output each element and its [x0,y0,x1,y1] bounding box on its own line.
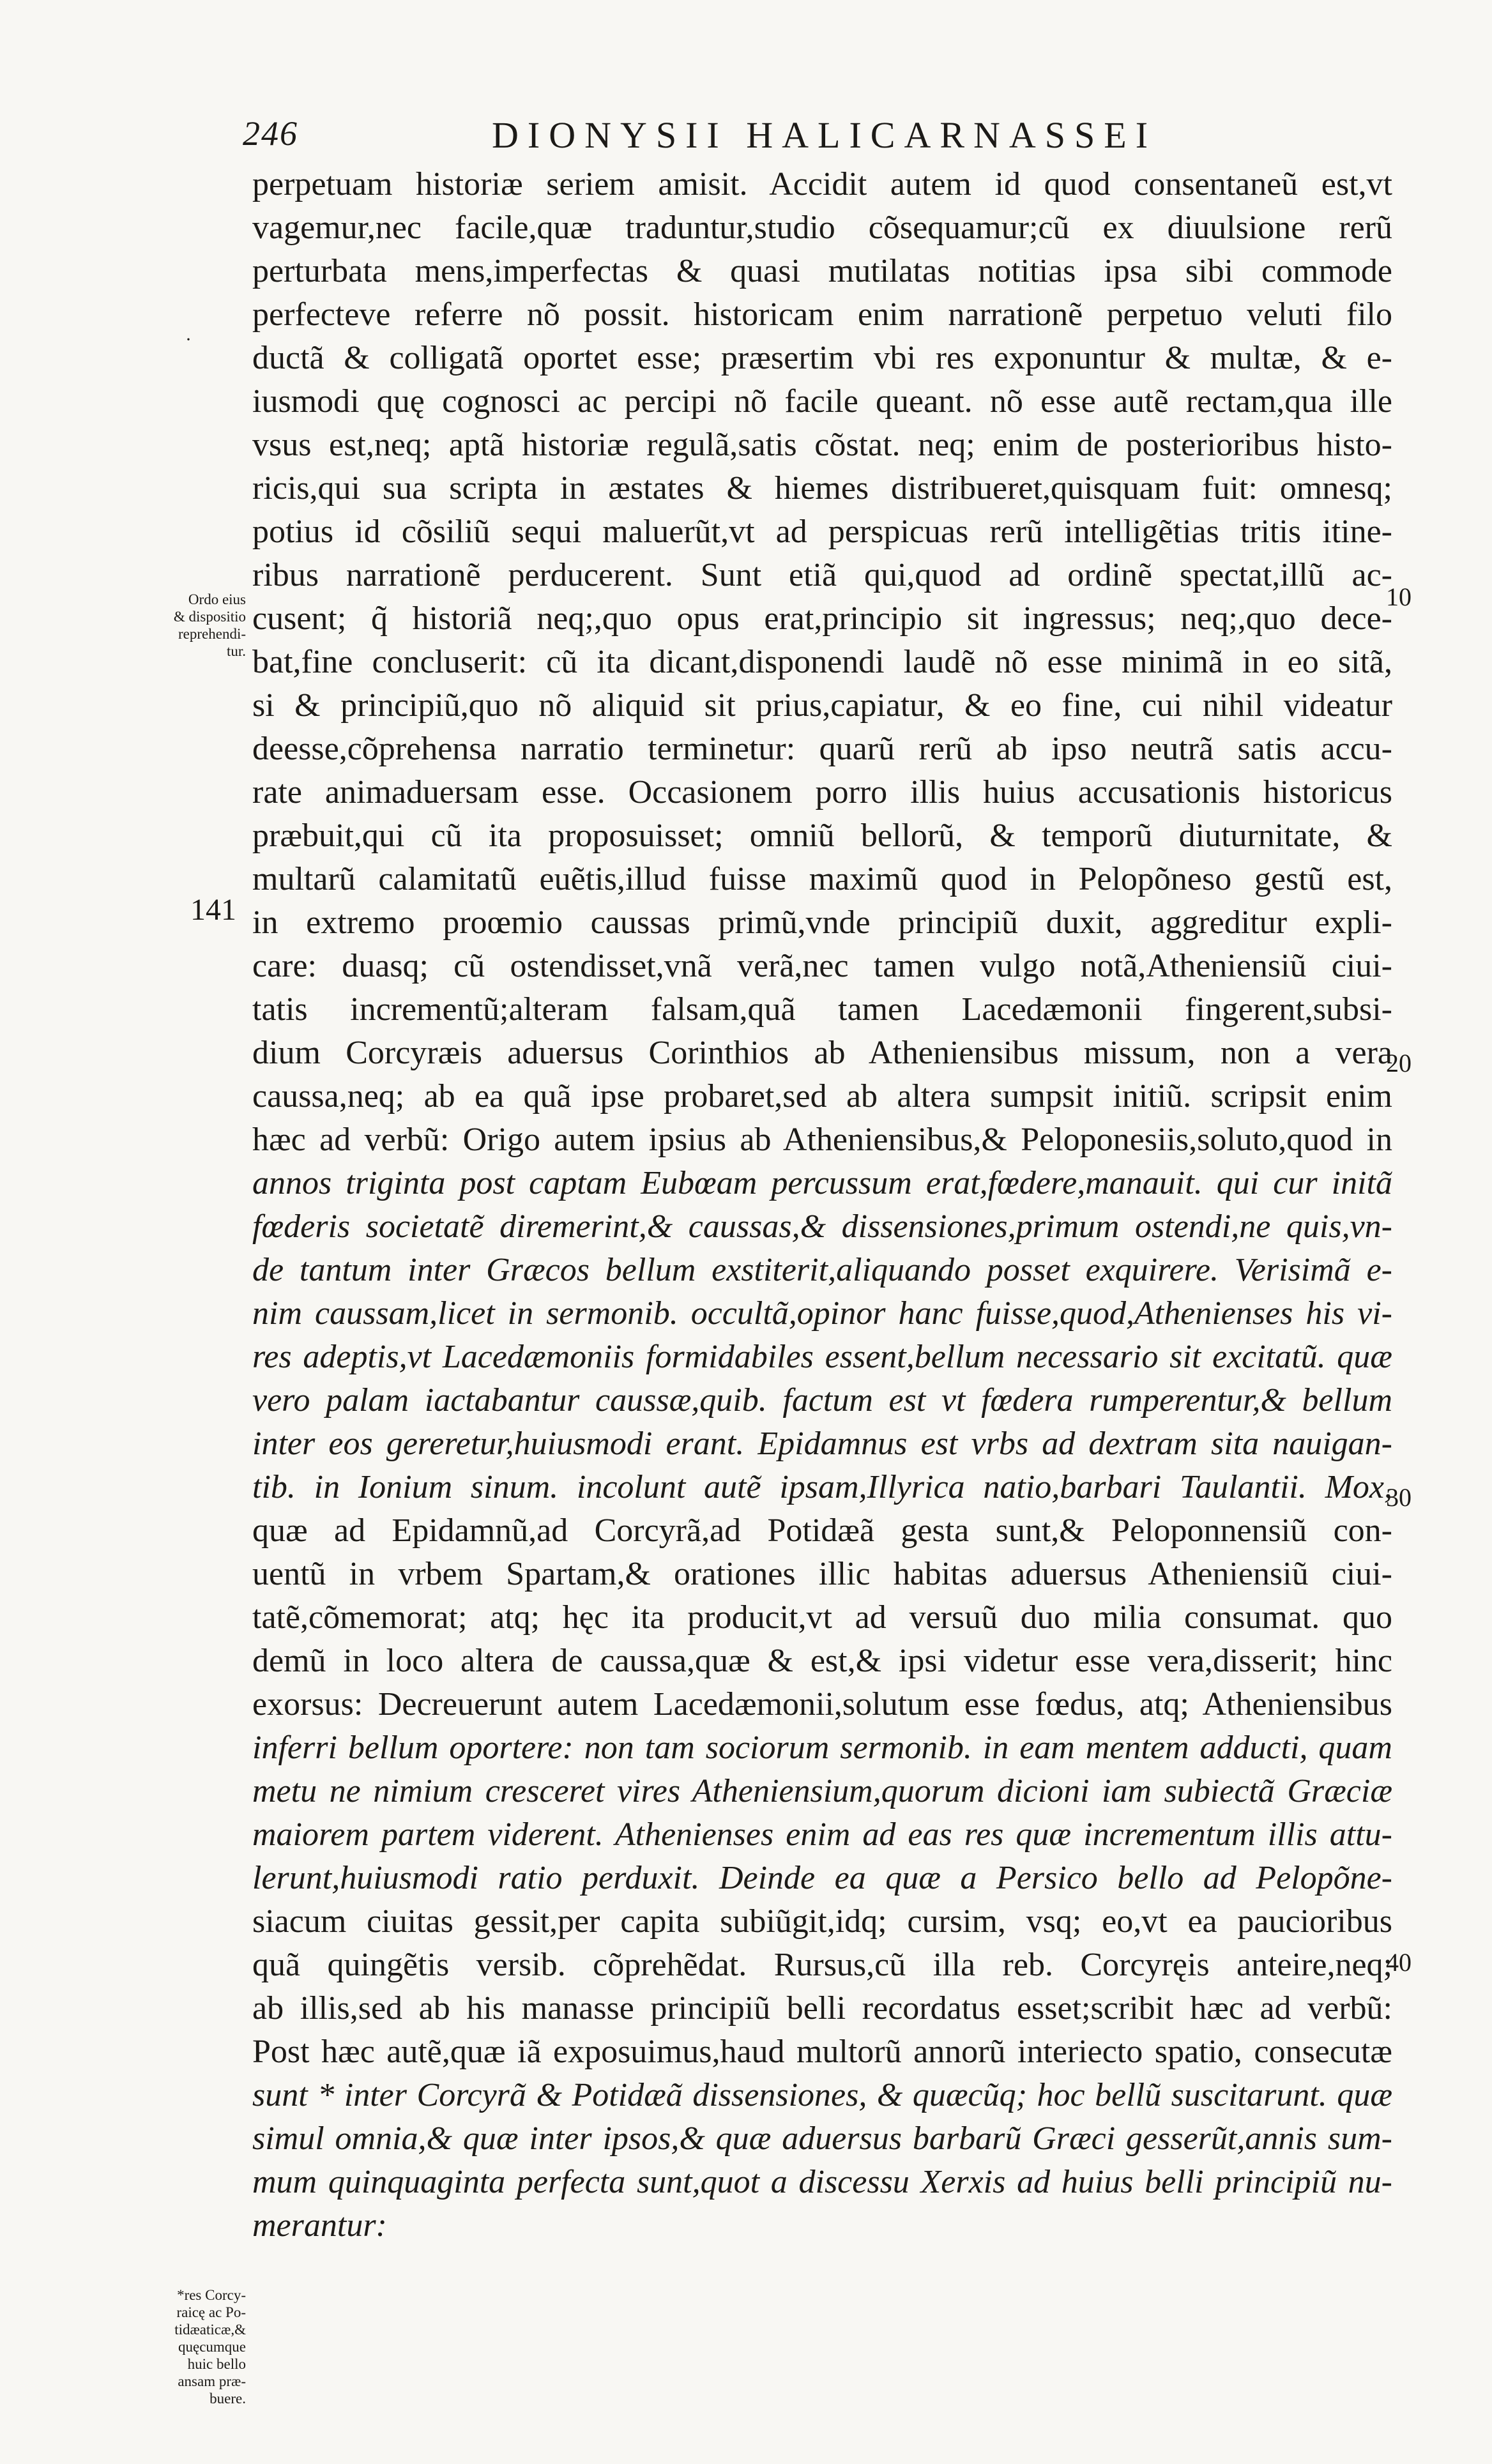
text-line: perturbata mens,imperfectas & quasi mutilatas notitias ipsa sibi commode [252,253,1392,289]
text-line: deesse,cõprehensa narratio terminetur: quarũ rerũ ab ipso neutrã satis accu- [252,731,1392,767]
margin-note-line: tidæaticæ,& [174,2322,246,2338]
margin-page-reference: 141 [190,893,236,927]
text-line: tatis incrementũ;alteram falsam,quã tamen Lacedæmonii fingerent,subsi- [252,991,1392,1028]
text-line: siacum ciuitas gessit,per capita subiũgit,idq; cursim, vsq; eo,vt ea paucioribus [252,1903,1392,1940]
text-line: demũ in loco altera de caussa,quæ & est,& ipsi videtur esse vera,disserit; hinc [252,1643,1392,1679]
text-line: vagemur,nec facile,quæ traduntur,studio cõsequamur;cũ ex diuulsione rerũ [252,209,1392,246]
text-line: vsus est,neq; aptã historiæ regulã,satis cõstat. neq; enim de posterioribus histo- [252,427,1392,463]
quoted-text-line: maiorem partem viderent. Athenienses enim ad eas res quæ incrementum illis attu- [252,1816,1392,1853]
text-line: exorsus: Decreuerunt autem Lacedæmonii,solutum esse fœdus, atq; Atheniensibus [252,1686,1392,1723]
quoted-text-line: inter eos gereretur,huiusmodi erant. Epidamnus est vrbs ad dextram sita nauigan- [252,1426,1392,1462]
text-line: perfecteve referre nõ possit. historicam enim narrationẽ perpetuo veluti filo [252,296,1392,333]
quoted-text-line: fœderis societatẽ diremerint,& caussas,& dissensiones,primum ostendi,ne quis,vn- [252,1208,1392,1245]
text-line: uentũ in vrbem Spartam,& orationes illic habitas aduersus Atheniensiũ ciui- [252,1556,1392,1592]
quoted-text-line: annos triginta post captam Eubœam percussum erat,fœdere,manauit. qui cur initã [252,1165,1392,1201]
text-line: ribus narrationẽ perducerent. Sunt etiã qui,quod ad ordinẽ spectat,illũ ac- [252,557,1392,593]
text-line: si & principiũ,quo nõ aliquid sit prius,capiatur, & eo fine, cui nihil videatur [252,687,1392,724]
quoted-text-line: lerunt,huiusmodi ratio perduxit. Deinde ea quæ a Persico bello ad Pelopõne- [252,1860,1392,1896]
text-line: in extremo proœmio caussas primũ,vnde principiũ duxit, aggreditur expli- [252,904,1392,941]
line-number-30: 30 [1386,1483,1412,1512]
text-line: perpetuam historiæ seriem amisit. Accidit autem id quod consentaneũ est,vt [252,166,1392,202]
quoted-text-line [252,2247,1392,2291]
page-header [243,114,1392,158]
text-line: ricis,qui sua scripta in æstates & hiemes distribueret,quisquam fuit: omnesq; [252,470,1392,506]
running-head: DIONYSII HALICARNASSEI [492,114,1157,156]
line-number-40: 40 [1386,1948,1412,1977]
quoted-text-line: metu ne nimium cresceret vires Atheniensium,quorum dicioni iam subiectã Græciæ [252,1773,1392,1809]
text-line: rate animaduersam esse. Occasionem porro illis huius accusationis historicus [252,774,1392,810]
quoted-text-line: sunt * inter Corcyrã & Potidæã dissensiones, & quæcũq; hoc bellũ suscitarunt. quæ [252,2077,1392,2113]
body-text [252,163,1392,2291]
text-line: tatẽ,cõmemorat; atq; hęc ita producit,vt ad versuũ duo milia consumat. quo [252,1599,1392,1636]
text-line: care: duasq; cũ ostendisset,vnã verã,nec tamen vulgo notã,Atheniensiũ ciui- [252,948,1392,984]
text-line: potius id cõsiliũ sequi maluerũt,vt ad perspicuas rerũ intelligẽtias tritis itine- [252,513,1392,550]
line-number-20: 20 [1386,1049,1412,1077]
text-line: hæc ad verbũ: Origo autem ipsius ab Atheniensibus,& Peloponesiis,soluto,quod in [252,1122,1392,1158]
margin-mark: · [185,329,192,350]
quoted-text-line: simul omnia,& quæ inter ipsos,& quæ aduersus barbarũ Græci gesserũt,annis sum- [252,2120,1392,2157]
text-line: multarũ calamitatũ euẽtis,illud fuisse maximũ quod in Pelopõneso gestũ est, [252,861,1392,897]
text-line: caussa,neq; ab ea quã ipse probaret,sed ab altera sumpsit initiũ. scripsit enim [252,1078,1392,1114]
margin-note-line: reprehendi- [178,626,246,642]
margin-note-line: *res Corcy- [177,2287,246,2303]
text-line: præbuit,qui cũ ita proposuisset; omniũ bellorũ, & temporũ diuturnitate, & [252,818,1392,854]
quoted-text-line: inferri bellum oportere: non tam sociorum sermonib. in eam mentem adducti, quam [252,1730,1392,1766]
quoted-text-line: tib. in Ionium sinum. incolunt autẽ ipsam,Illyrica natio,barbari Taulantii. Mox, [252,1469,1392,1505]
text-line: quã quingẽtis versib. cõprehẽdat. Rursus,cũ illa reb. Corcyręis anteire,neq; [252,1947,1392,1983]
quoted-text-line: nim caussam,licet in sermonib. occultã,opinor hanc fuisse,quod,Athenienses his vi- [252,1295,1392,1332]
margin-note-line: tur. [226,643,246,659]
text-line: bat,fine concluserit: cũ ita dicant,disponendi laudẽ nõ esse minimã in eo sitã, [252,644,1392,680]
margin-note-line: huic bello [187,2356,246,2372]
text-line: Post hæc autẽ,quæ iã exposuimus,haud multorũ annorũ interiecto spatio, consecutæ [252,2034,1392,2070]
text-line: cusent; q̃ historiã neq;,quo opus erat,principio sit ingressus; neq;,quo dece- [252,600,1392,637]
margin-note-line: raicę ac Po- [176,2304,246,2320]
quoted-text-line: vero palam iactabantur caussæ,quib. factum est vt fœdera rumperentur,& bellum [252,1382,1392,1418]
text-line: iusmodi quę cognosci ac percipi nõ facile queant. nõ esse autẽ rectam,qua ille [252,383,1392,420]
margin-note-res-corcyraicae [109,2286,246,2407]
quoted-text-line: mum quinquaginta perfecta sunt,quot a discessu Xerxis ad huius belli principiũ nu- [252,2164,1392,2200]
margin-note-line: quęcumque [178,2339,246,2355]
quoted-text-line: merantur: [252,2207,387,2244]
margin-note-ordo [109,591,246,660]
text-line: ab illis,sed ab his manasse principiũ belli recordatus esset;scribit hæc ad verbũ: [252,1990,1392,2027]
quoted-text-line: de tantum inter Græcos bellum exstiterit,aliquando posset exquirere. Verisimã e- [252,1252,1392,1288]
text-line: ductã & colligatã oportet esse; præsertim vbi res exponuntur & multæ, & e- [252,340,1392,376]
margin-note-line: buere. [209,2391,246,2407]
text-line: quæ ad Epidamnũ,ad Corcyrã,ad Potidæã gesta sunt,& Peloponnensiũ con- [252,1512,1392,1549]
margin-note-line: Ordo eius [188,591,246,607]
text-line: dium Corcyræis aduersus Corinthios ab Atheniensibus missum, non a vera [252,1035,1392,1071]
line-number-10: 10 [1386,582,1412,611]
page-number: 246 [243,114,298,153]
margin-note-line: & dispositio [173,609,246,625]
quoted-text-line: res adeptis,vt Lacedæmoniis formidabiles essent,bellum necessario sit excitatũ. quæ [252,1339,1392,1375]
margin-note-line: ansam præ- [178,2373,246,2389]
